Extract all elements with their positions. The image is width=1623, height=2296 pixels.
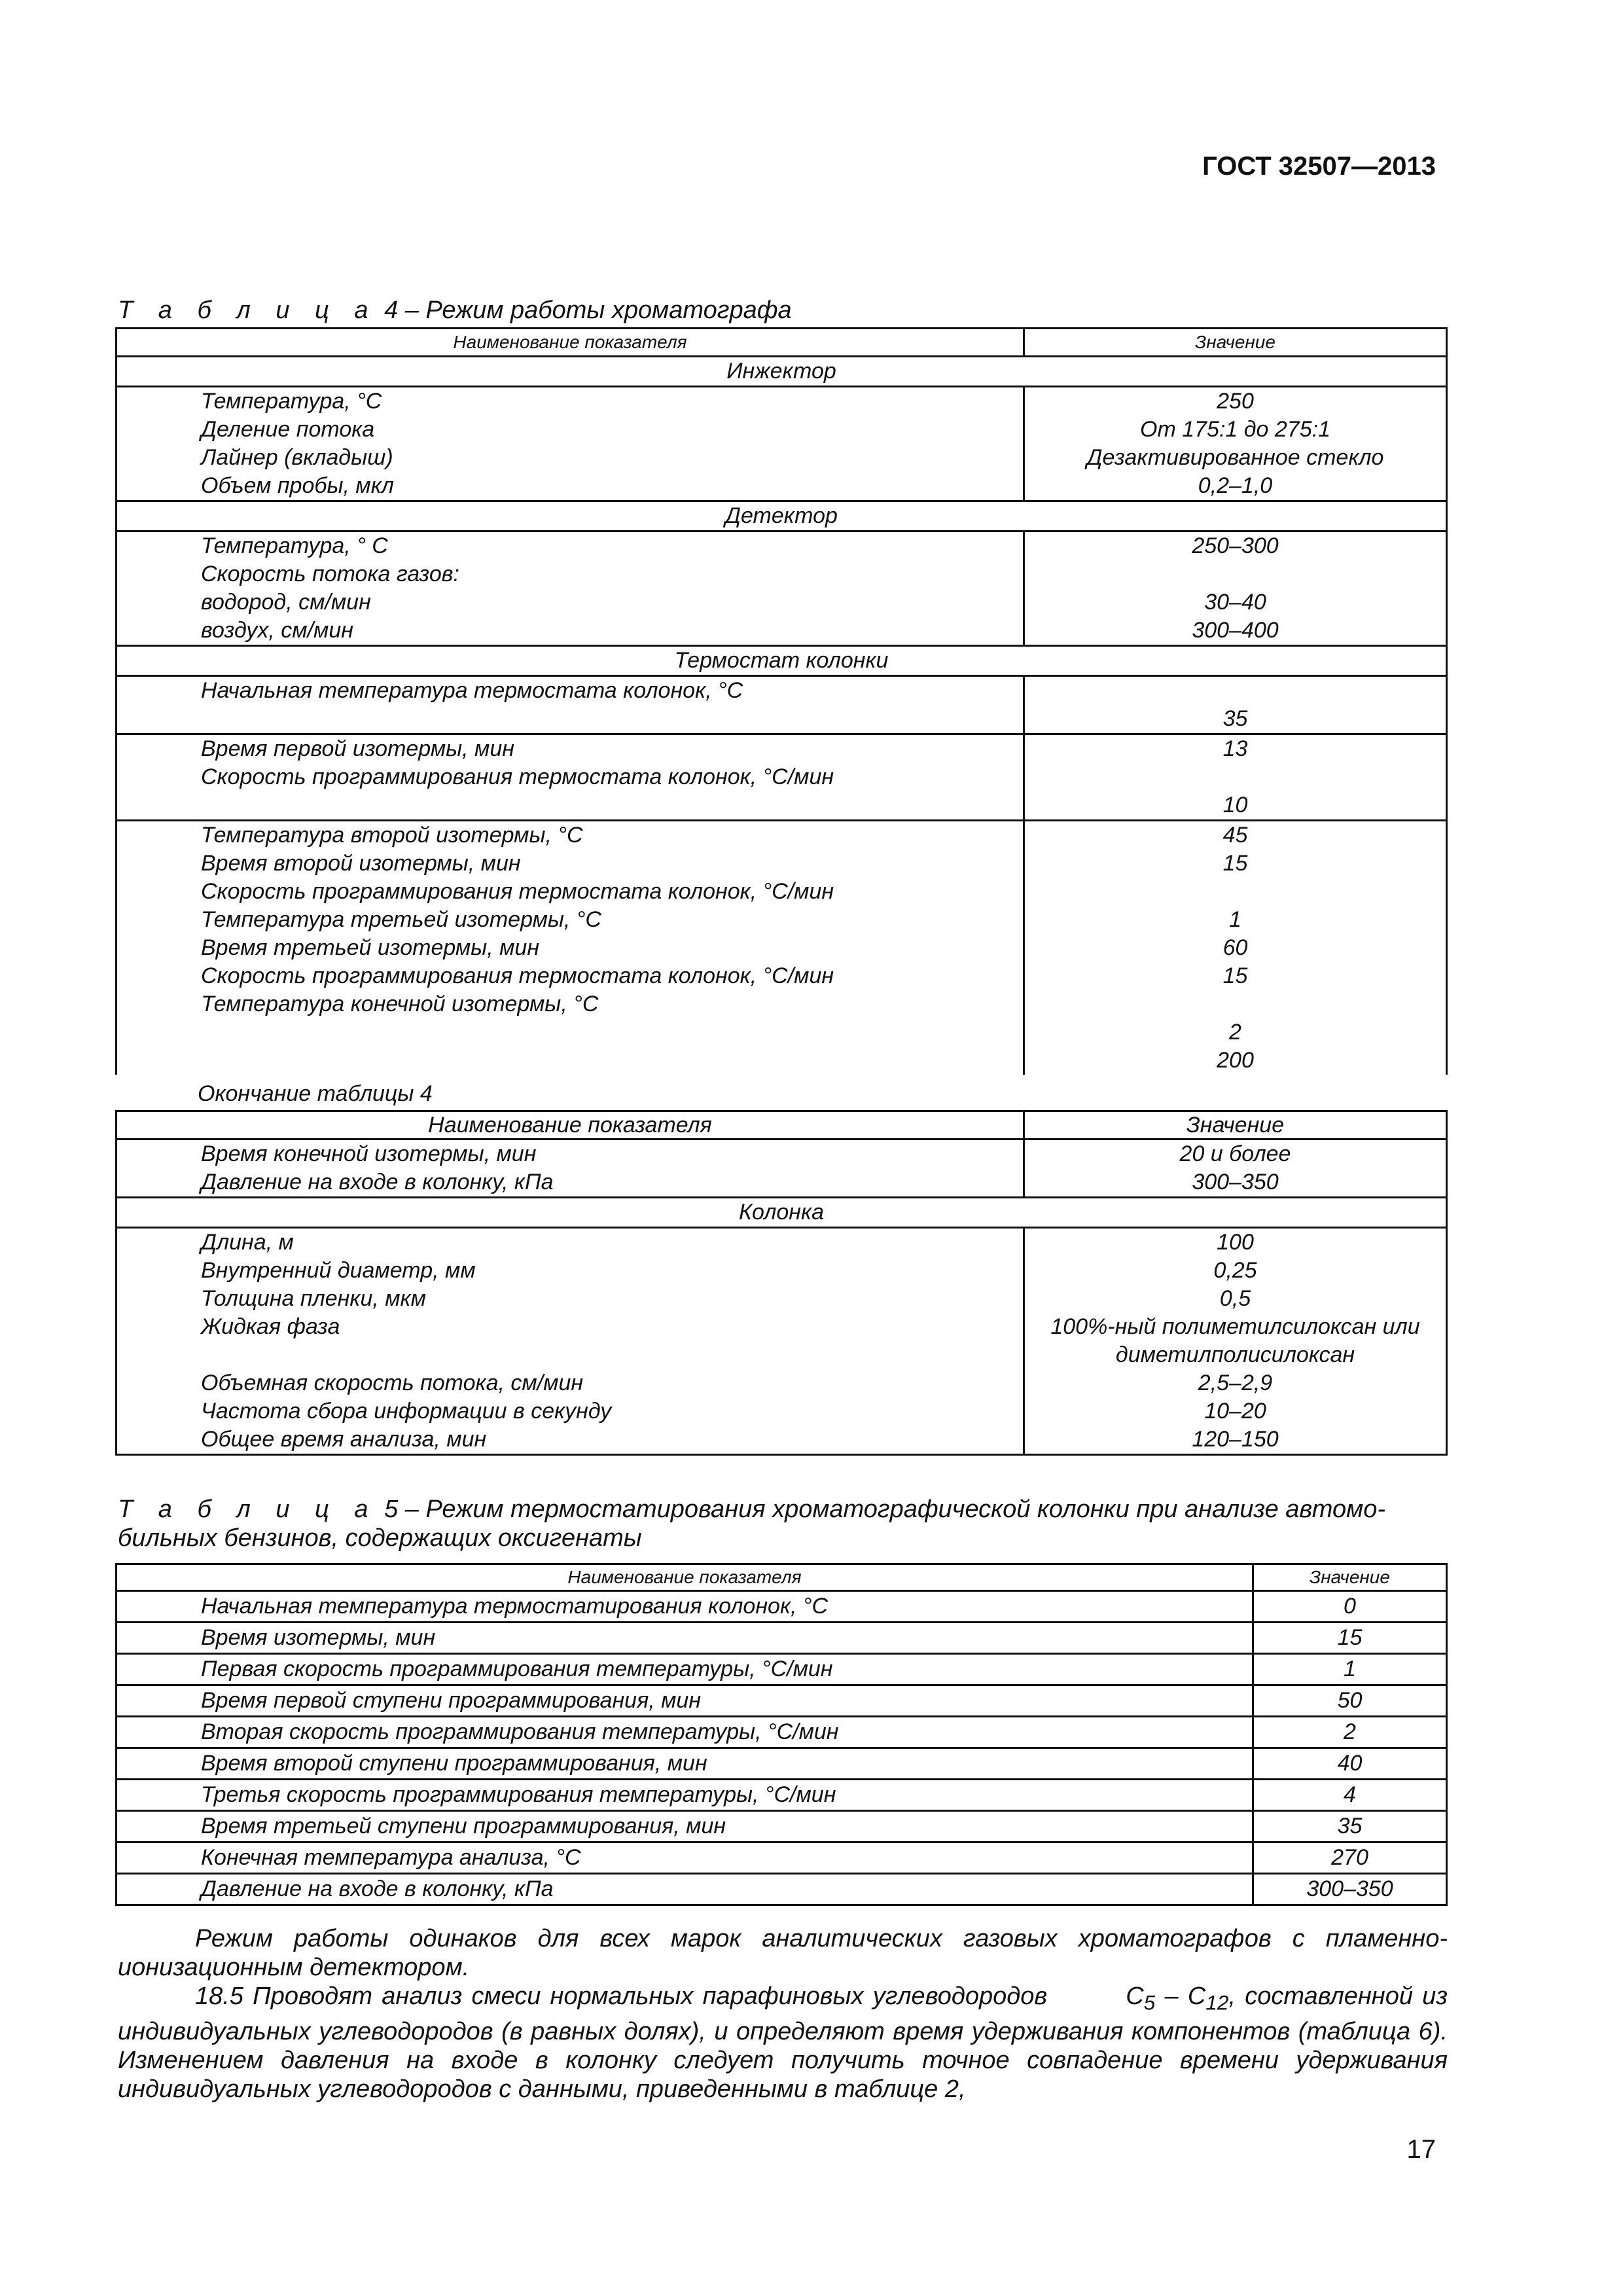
param-value: диметилполисилоксан xyxy=(1024,1341,1447,1369)
param-name: Объемная скорость потока, см/мин xyxy=(116,1369,1024,1397)
table4-caption-text: 4 – Режим работы хроматографа xyxy=(384,296,792,324)
table-row xyxy=(116,734,1447,821)
section-title: Колонка xyxy=(116,1198,1447,1228)
param-value xyxy=(1025,990,1446,1018)
section-row-column xyxy=(116,1198,1447,1228)
col-header-value: Значение xyxy=(1024,329,1447,357)
formula-c: С xyxy=(1126,1982,1144,2010)
param-value: 50 xyxy=(1253,1685,1447,1717)
param-value: 200 xyxy=(1217,1048,1254,1073)
table4-continued xyxy=(115,1110,1448,1456)
table4-caption xyxy=(118,296,792,325)
table-row xyxy=(116,1623,1447,1654)
param-value: 13 xyxy=(1222,736,1248,761)
param-name: Начальная температура термостата колонок, °С xyxy=(116,676,1024,734)
table-row xyxy=(116,1748,1447,1780)
param-value: 100 xyxy=(1024,1228,1447,1257)
table5-caption-prefix: Т а б л и ц а xyxy=(118,1496,378,1523)
table4 xyxy=(115,327,1448,1075)
paragraph: Режим работы одинаков для всех марок аналитических газовых хроматографов с пламенно-ионизационным детектором. xyxy=(118,1925,1448,1981)
param-value: 15 xyxy=(1222,851,1248,876)
paragraph-text: , составленной из индивидуальных углеводородов (в равных долях), и определяют время удерживания компонентов (таблица 6). Изменением давления на входе в колонку следует получить точное совпадение времени удерживания индивидуальных углеводородов с данными, приведенными в таблице 2, xyxy=(118,1982,1448,2103)
param-value-group xyxy=(1024,821,1447,1075)
param-name: Внутренний диаметр, мм xyxy=(116,1257,1024,1285)
table-row xyxy=(116,1369,1447,1397)
param-name: Деление потока xyxy=(116,416,1024,444)
formula-subscript: 5 xyxy=(1143,1990,1156,2015)
param-name: Время конечной изотермы, мин xyxy=(116,1139,1024,1169)
table-row xyxy=(116,1780,1447,1811)
param-name: Скорость потока газов: xyxy=(116,560,1024,588)
col-header-name: Наименование показателя xyxy=(116,329,1024,357)
table-row xyxy=(116,1717,1447,1748)
table-row xyxy=(116,387,1447,416)
formula-subscript: 12 xyxy=(1205,1990,1229,2015)
param-name: Давление на входе в колонку, кПа xyxy=(116,1874,1253,1905)
section-row-detector xyxy=(116,501,1447,531)
param-value: 0,5 xyxy=(1024,1285,1447,1313)
section-row-injector xyxy=(116,357,1447,387)
param-value: 1 xyxy=(1253,1654,1447,1685)
param-name: Первая скорость программирования температуры, °С/мин xyxy=(116,1654,1253,1685)
param-name: Частота сбора информации в секунду xyxy=(116,1397,1024,1426)
param-name: Скорость программирования термостата колонок, °С/мин xyxy=(201,963,834,988)
param-name: Температура конечной изотермы, °С xyxy=(201,992,599,1016)
param-name xyxy=(116,1341,1024,1369)
table-row xyxy=(116,1811,1447,1842)
table-row xyxy=(116,416,1447,444)
page-number: 17 xyxy=(1406,2135,1436,2164)
param-name: Жидкая фаза xyxy=(116,1313,1024,1341)
param-value: 100%-ный полиметилсилоксан или xyxy=(1024,1313,1447,1341)
table4-caption-prefix: Т а б л и ц а xyxy=(118,296,378,324)
param-value: Дезактивированное стекло xyxy=(1024,444,1447,472)
table4-continuation-label: Окончание таблицы 4 xyxy=(198,1081,433,1106)
param-value: 20 и более xyxy=(1024,1139,1447,1169)
table-row xyxy=(116,1257,1447,1285)
table-row xyxy=(116,1654,1447,1685)
table-row xyxy=(116,1313,1447,1341)
param-value: 35 xyxy=(1253,1811,1447,1842)
param-name: Время первой ступени программирования, мин xyxy=(116,1685,1253,1717)
param-name: Скорость программирования термостата колонок, °С/мин xyxy=(201,879,834,904)
param-value: 0,2–1,0 xyxy=(1024,472,1447,501)
table-row xyxy=(116,1139,1447,1169)
col-header-value: Значение xyxy=(1253,1564,1447,1591)
param-value xyxy=(1024,560,1447,588)
param-value: 15 xyxy=(1222,963,1248,988)
col-header-name: Наименование показателя xyxy=(116,1564,1253,1591)
param-name: водород, см/мин xyxy=(116,588,1024,617)
table-row xyxy=(116,560,1447,588)
param-name: Объем пробы, мкл xyxy=(116,472,1024,501)
table-row xyxy=(116,1426,1447,1455)
param-value: 250 xyxy=(1024,387,1447,416)
param-value: 0 xyxy=(1253,1591,1447,1623)
param-value: 60 xyxy=(1222,935,1248,960)
table-row xyxy=(116,617,1447,646)
col-header-name: Наименование показателя xyxy=(116,1111,1024,1139)
table5-caption-text-2: бильных бензинов, содержащих оксигенаты xyxy=(118,1524,642,1552)
table-row xyxy=(116,1842,1447,1874)
section-title: Инжектор xyxy=(116,357,1447,387)
param-name: Время третьей ступени программирования, мин xyxy=(116,1811,1253,1842)
col-header-value: Значение xyxy=(1024,1111,1447,1139)
param-value-group xyxy=(1024,734,1447,821)
param-value: 1 xyxy=(1229,907,1241,932)
param-name: Давление на входе в колонку, кПа xyxy=(116,1168,1024,1198)
param-name: Время первой изотермы, мин xyxy=(201,736,514,761)
param-value: 15 xyxy=(1253,1623,1447,1654)
param-name: Скорость программирования термостата колонок, °С/мин xyxy=(201,764,834,789)
param-value: 120–150 xyxy=(1024,1426,1447,1455)
table5-caption xyxy=(118,1495,1385,1552)
param-value: 270 xyxy=(1253,1842,1447,1874)
table5 xyxy=(115,1563,1448,1906)
paragraph-text: 18.5 Проводят анализ смеси нормальных парафиновых углеводородов xyxy=(195,1982,1048,2010)
param-value: 45 xyxy=(1222,823,1248,848)
body-text xyxy=(118,1924,1448,2104)
table-row xyxy=(116,1591,1447,1623)
document-code: ГОСТ 32507—2013 xyxy=(1202,152,1436,181)
table-row xyxy=(116,1685,1447,1717)
param-name: Лайнер (вкладыш) xyxy=(116,444,1024,472)
param-name: Температура, °С xyxy=(116,387,1024,416)
table-row xyxy=(116,1168,1447,1198)
table-row xyxy=(116,531,1447,561)
param-value: 300–350 xyxy=(1253,1874,1447,1905)
param-name: воздух, см/мин xyxy=(116,617,1024,646)
param-name: Время второй ступени программирования, мин xyxy=(116,1748,1253,1780)
param-name: Третья скорость программирования температуры, °С/мин xyxy=(116,1780,1253,1811)
param-value: 4 xyxy=(1253,1780,1447,1811)
table-header-row xyxy=(116,1111,1447,1139)
table-header-row xyxy=(116,329,1447,357)
section-row-thermostat xyxy=(116,646,1447,676)
table-row xyxy=(116,588,1447,617)
param-value: 300–400 xyxy=(1024,617,1447,646)
param-name: Время второй изотермы, мин xyxy=(201,851,521,876)
table-header-row xyxy=(116,1564,1447,1591)
param-value: 2,5–2,9 xyxy=(1024,1369,1447,1397)
param-name-group xyxy=(116,821,1024,1075)
table-row xyxy=(116,1397,1447,1426)
table5-caption-text: 5 – Режим термостатирования хроматографической колонки при анализе автомо- xyxy=(384,1496,1386,1523)
param-name: Время третьей изотермы, мин xyxy=(201,935,540,960)
param-name: Температура, ° С xyxy=(116,531,1024,561)
table-row xyxy=(116,444,1447,472)
table-row xyxy=(116,1341,1447,1369)
param-name: Температура второй изотермы, °С xyxy=(201,823,583,848)
table-row xyxy=(116,1228,1447,1257)
param-value: 2 xyxy=(1253,1717,1447,1748)
param-name: Общее время анализа, мин xyxy=(116,1426,1024,1455)
param-value: 35 xyxy=(1024,676,1447,734)
table-row xyxy=(116,821,1447,1075)
param-value: 0,25 xyxy=(1024,1257,1447,1285)
section-title: Термостат колонки xyxy=(116,646,1447,676)
param-value: 2 xyxy=(1229,1020,1241,1045)
param-value: 30–40 xyxy=(1024,588,1447,617)
param-name: Длина, м xyxy=(116,1228,1024,1257)
param-value: 40 xyxy=(1253,1748,1447,1780)
param-name: Толщина пленки, мкм xyxy=(116,1285,1024,1313)
table-row xyxy=(116,1285,1447,1313)
table-row xyxy=(116,1874,1447,1905)
param-value: 250–300 xyxy=(1024,531,1447,561)
formula-dash: – С xyxy=(1155,1982,1206,2010)
param-value: 300–350 xyxy=(1024,1168,1447,1198)
param-name: Начальная температура термостатирования колонок, °С xyxy=(116,1591,1253,1623)
param-name: Время изотермы, мин xyxy=(116,1623,1253,1654)
param-value xyxy=(1025,878,1446,906)
param-value: 10–20 xyxy=(1024,1397,1447,1426)
param-name: Вторая скорость программирования температуры, °С/мин xyxy=(116,1717,1253,1748)
section-title: Детектор xyxy=(116,501,1447,531)
param-value: От 175:1 до 275:1 xyxy=(1024,416,1447,444)
param-value: 10 xyxy=(1222,793,1248,817)
table-row xyxy=(116,676,1447,734)
table-row xyxy=(116,472,1447,501)
param-name: Конечная температура анализа, °С xyxy=(116,1842,1253,1874)
param-name: Температура третьей изотермы, °С xyxy=(201,907,601,932)
paragraph-18-5 xyxy=(118,1982,1448,2104)
param-name-group xyxy=(116,734,1024,821)
